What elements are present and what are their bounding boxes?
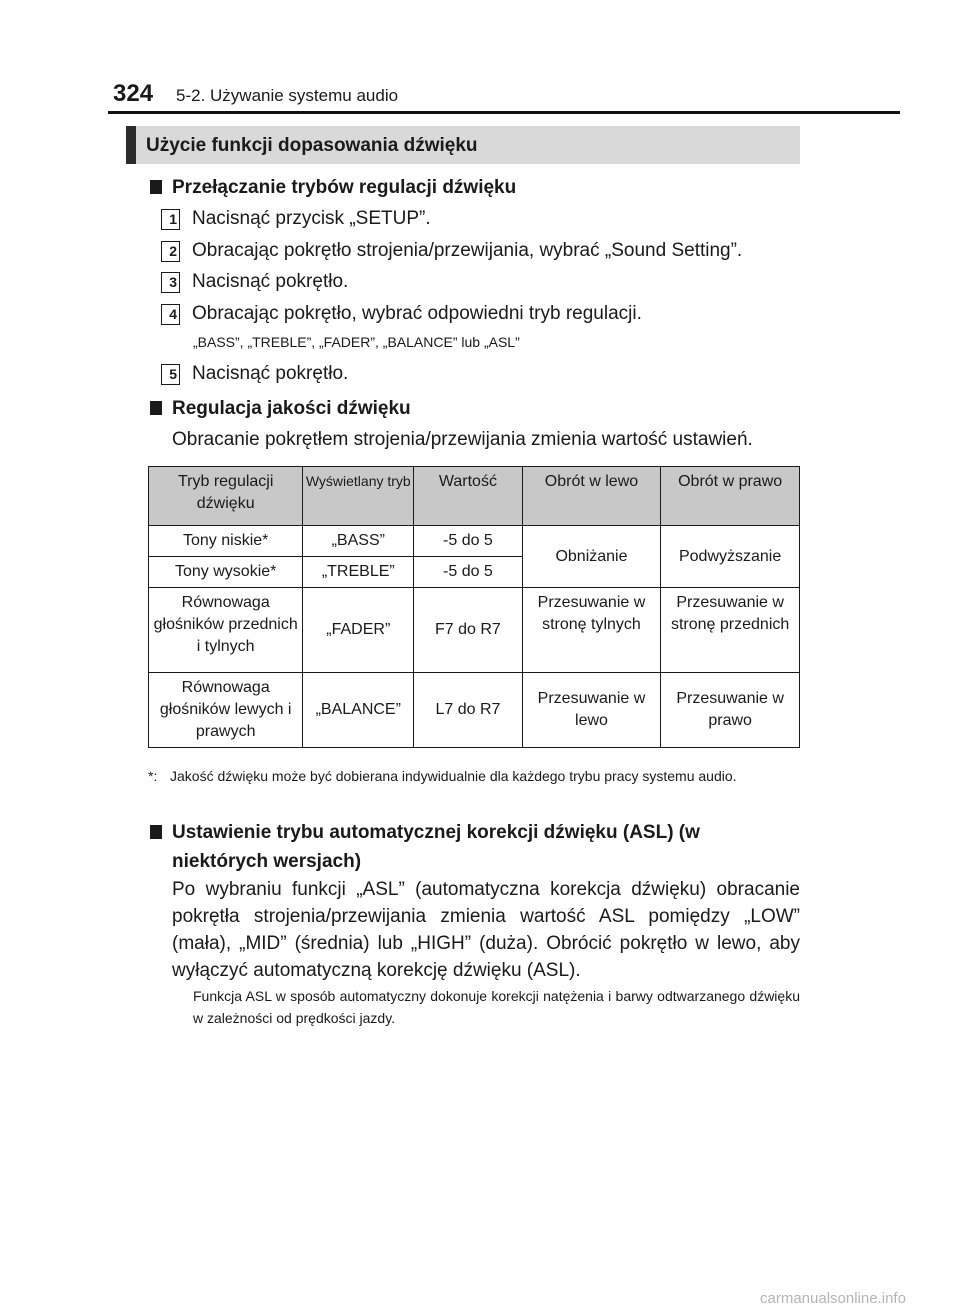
header-rule [108, 111, 900, 114]
table-row [149, 588, 800, 673]
table-cell: Tony niskie* [149, 526, 303, 557]
step-number-box: 5 [161, 364, 180, 385]
step-text: Nacisnąć przycisk „SETUP”. [192, 208, 431, 229]
step-number-box: 2 [161, 241, 180, 262]
table-cell: Przesuwanie w prawo [661, 673, 800, 748]
footnote-text: Jakość dźwięku może być dobierana indywidualnie dla każdego trybu pracy systemu audio. [170, 768, 737, 784]
mode-switch-heading: Przełączanie trybów regulacji dźwięku [150, 177, 516, 199]
table-cell: Obniżanie [522, 526, 661, 588]
table-header: Obrót w lewo [522, 467, 661, 526]
section-title: Użycie funkcji dopasowania dźwięku [146, 135, 478, 156]
step-number-box: 1 [161, 209, 180, 230]
square-bullet-icon [150, 401, 162, 415]
table-header: Obrót w prawo [661, 467, 800, 526]
section-title-bar [126, 126, 800, 164]
step-text: Nacisnąć pokrętło. [192, 271, 349, 292]
table-header: Tryb regulacji dźwięku [149, 467, 303, 526]
table-cell: „BALANCE” [303, 673, 414, 748]
square-bullet-icon [150, 825, 162, 839]
table-row [149, 526, 800, 557]
quality-heading: Regulacja jakości dźwięku [150, 398, 411, 420]
asl-note: Funkcja ASL w sposób automatyczny dokonuje korekcji natężenia i barwy odtwarzanego dźwięku w zależności od prędkości jazdy. [193, 988, 800, 1026]
table-cell: F7 do R7 [414, 588, 523, 673]
table-cell: Przesuwanie w stronę tylnych [522, 588, 661, 673]
table-cell: Tony wysokie* [149, 557, 303, 588]
table-cell: Równowaga głośników przednich i tylnych [149, 588, 303, 673]
page-number: 324 [113, 80, 154, 107]
table-cell: Przesuwanie w lewo [522, 673, 661, 748]
table-cell: -5 do 5 [414, 526, 523, 557]
table-cell: Przesuwanie w stronę przednich [661, 588, 800, 673]
step-4-note: „BASS”, „TREBLE”, „FADER”, „BALANCE” lub „ASL” [193, 334, 520, 350]
step-number-box: 3 [161, 272, 180, 293]
square-bullet-icon [150, 180, 162, 194]
table-header: Wyświetlany tryb [303, 467, 414, 526]
table-header-row [149, 467, 800, 526]
table-cell: L7 do R7 [414, 673, 523, 748]
table-row [149, 673, 800, 748]
table-cell: -5 do 5 [414, 557, 523, 588]
table-cell: „TREBLE” [303, 557, 414, 588]
table-cell: „BASS” [303, 526, 414, 557]
sound-settings-table [148, 466, 800, 748]
step-text: Obracając pokrętło strojenia/przewijania, wybrać „Sound Setting”. [192, 240, 743, 261]
chapter-title: 5-2. Używanie systemu audio [176, 86, 399, 105]
step-number-box: 4 [161, 304, 180, 325]
table-cell: Równowaga głośników lewych i prawych [149, 673, 303, 748]
table-header: Wartość [414, 467, 523, 526]
step-text: Nacisnąć pokrętło. [192, 363, 349, 384]
asl-body: Po wybraniu funkcji „ASL” (automatyczna korekcja dźwięku) obracanie pokrętła strojenia/przewijania zmienia wartość ASL pomiędzy „LOW” (mała), „MID” (średnia) lub „HIGH” (duża). Obrócić pokrętło w lewo, aby wyłączyć automatyczną korekcję dźwięku (ASL). [172, 879, 800, 981]
table-cell: Podwyższanie [661, 526, 800, 588]
quality-intro: Obracanie pokrętłem strojenia/przewijania zmienia wartość ustawień. [172, 429, 753, 450]
table-cell: „FADER” [303, 588, 414, 673]
footnote-mark: *: [148, 768, 158, 784]
watermark: carmanualsonline.info [760, 1290, 906, 1307]
step-text: Obracając pokrętło, wybrać odpowiedni tryb regulacji. [192, 303, 642, 324]
